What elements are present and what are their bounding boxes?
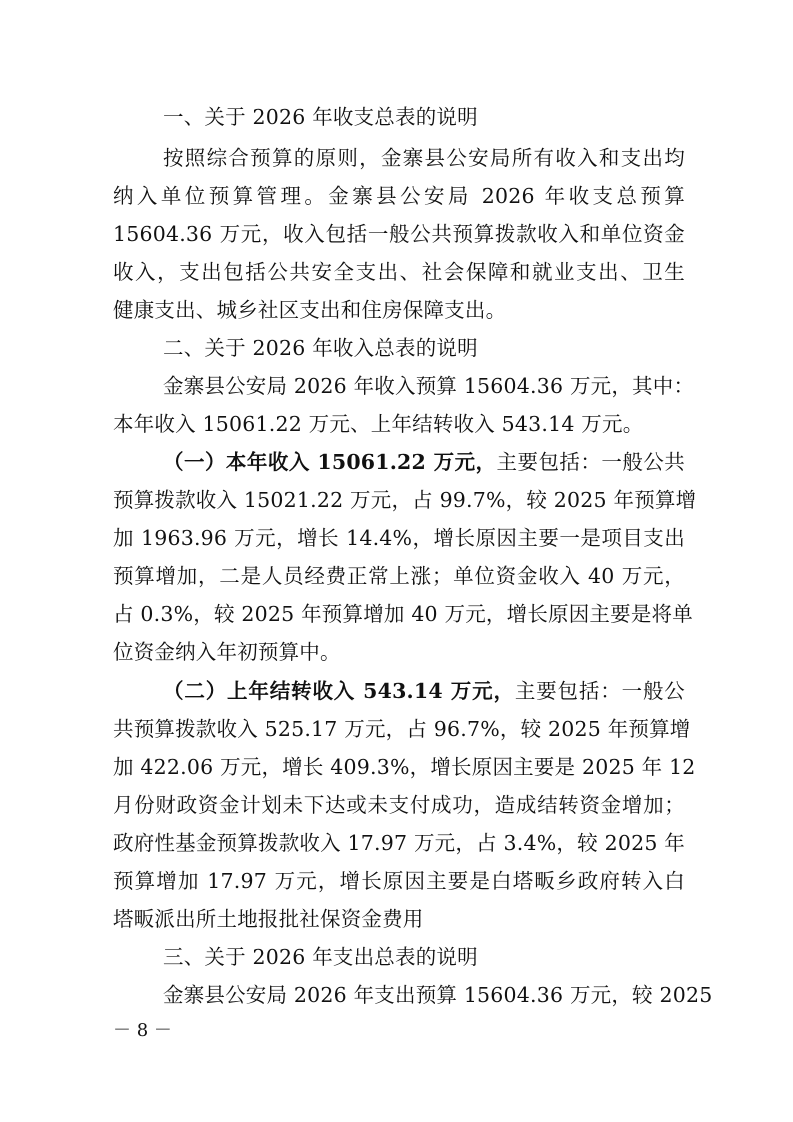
subsection-1-lead: （一）本年收入 15061.22 万元， <box>163 450 497 474</box>
section-1-line-5: 健康支出、城乡社区支出和住房保障支出。 <box>113 298 507 322</box>
subsection-1-line-1: 预算拨款收入 15021.22 万元，占 99.7%，较 2025 年预算增 <box>113 488 697 512</box>
subsection-2-line-2: 加 422.06 万元，增长 409.3%，增长原因主要是 2025 年 12 <box>113 755 696 779</box>
section-2-heading: 二、关于 2026 年收入总表的说明 <box>163 336 478 360</box>
subsection-1-line-5: 位资金纳入年初预算中。 <box>113 640 341 664</box>
section-2-line-1: 金寨县公安局 2026 年收入预算 15604.36 万元，其中： <box>163 374 695 398</box>
section-1-heading: 一、关于 2026 年收支总表的说明 <box>163 105 478 129</box>
subsection-2-line-3: 月份财政资金计划未下达或未支付成功，造成结转资金增加； <box>113 793 685 817</box>
subsection-1-first-line <box>163 452 685 473</box>
subsection-2-first-line <box>163 681 685 702</box>
subsection-2-line-6: 塔畈派出所土地报批社保资金费用 <box>113 907 424 931</box>
section-1-line-4: 收入，支出包括公共安全支出、社会保障和就业支出、卫生 <box>113 260 685 284</box>
subsection-2-line-4: 政府性基金预算拨款收入 17.97 万元，占 3.4%，较 2025 年 <box>113 831 685 855</box>
subsection-2-lead: （二）上年结转收入 543.14 万元， <box>163 679 515 703</box>
section-3-heading: 三、关于 2026 年支出总表的说明 <box>163 945 478 969</box>
subsection-1-line-4: 占 0.3%，较 2025 年预算增加 40 万元，增长原因主要是将单 <box>113 602 693 626</box>
subsection-2-line-1: 共预算拨款收入 525.17 万元，占 96.7%，较 2025 年预算增 <box>113 717 691 741</box>
subsection-1-line-3: 预算增加，二是人员经费正常上涨；单位资金收入 40 万元， <box>113 564 685 588</box>
section-3-line-1: 金寨县公安局 2026 年支出预算 15604.36 万元，较 2025 <box>163 983 713 1007</box>
subsection-1-line-2: 加 1963.96 万元，增长 14.4%，增长原因主要一是项目支出 <box>113 526 685 550</box>
subsection-1-lead-tail: 主要包括：一般公共 <box>496 450 685 474</box>
section-1-line-3: 15604.36 万元，收入包括一般公共预算拨款收入和单位资金 <box>113 222 685 246</box>
subsection-2-line-5: 预算增加 17.97 万元，增长原因主要是白塔畈乡政府转入白 <box>113 869 685 893</box>
section-1-line-2: 纳入单位预算管理。金寨县公安局 2026 年收支总预算 <box>113 184 685 208</box>
section-1-line-1: 按照综合预算的原则，金寨县公安局所有收入和支出均 <box>163 146 685 170</box>
page-number: － 8 － <box>113 1020 172 1041</box>
subsection-2-lead-tail: 主要包括：一般公 <box>514 679 685 703</box>
section-2-line-2: 本年收入 15061.22 万元、上年结转收入 543.14 万元。 <box>113 412 644 436</box>
